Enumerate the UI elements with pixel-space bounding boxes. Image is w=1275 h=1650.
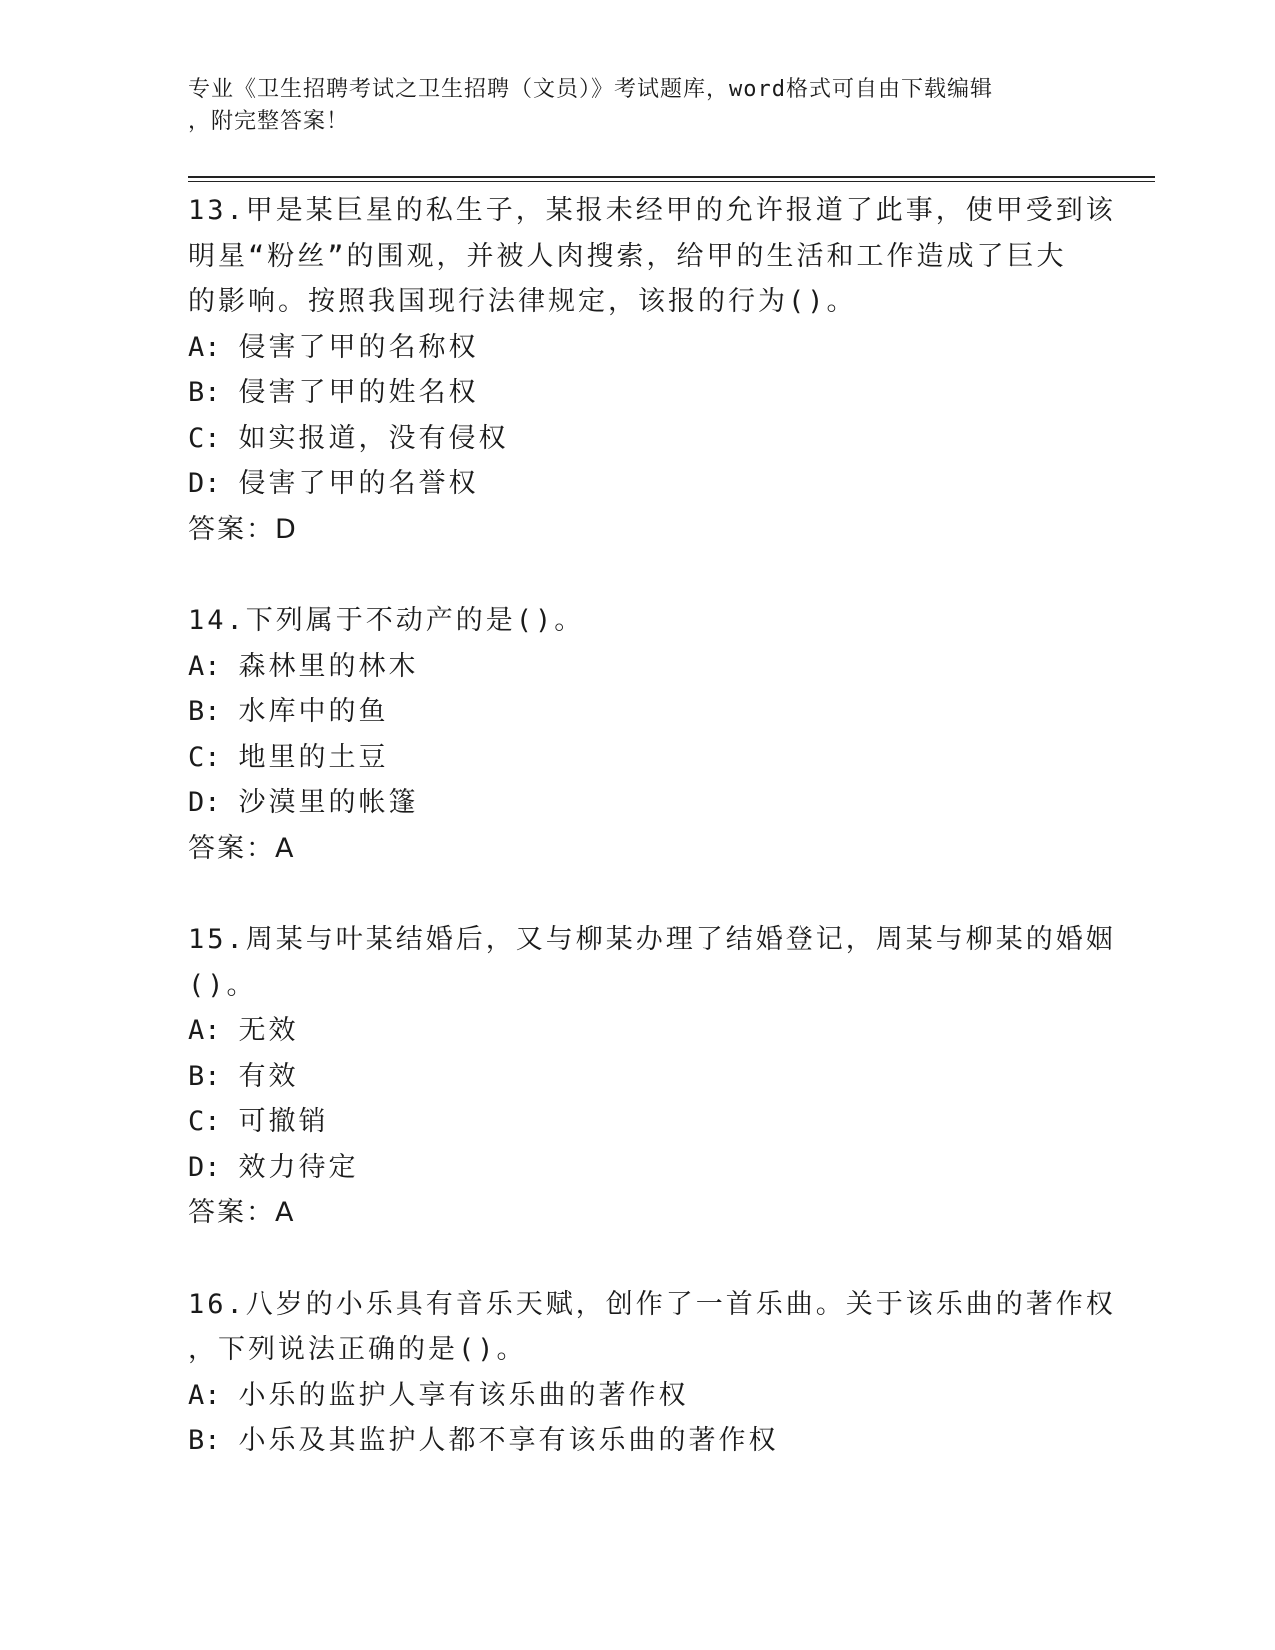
- question-text: 14.下列属于不动产的是()。: [188, 605, 585, 636]
- question-text: 13.甲是某巨星的私生子，某报未经甲的允许报道了此事，使甲受到该: [188, 195, 1116, 226]
- answer: 答案：D: [188, 513, 298, 545]
- question-13: [188, 188, 1116, 552]
- header-line-1: 专业《卫生招聘考试之卫生招聘（文员）》考试题库，word格式可自由下载编辑: [188, 77, 993, 102]
- option-c: C: 可撤销: [188, 1106, 329, 1137]
- option-a: A: 小乐的监护人享有该乐曲的著作权: [188, 1379, 689, 1411]
- option-b: B: 有效: [188, 1060, 299, 1092]
- question-text: 的影响。按照我国现行法律规定，该报的行为()。: [188, 286, 857, 317]
- option-d: D: 沙漠里的帐篷: [188, 787, 419, 818]
- option-a: A: 无效: [188, 1015, 299, 1046]
- option-c: C: 如实报道，没有侵权: [188, 422, 509, 454]
- option-b: B: 水库中的鱼: [188, 696, 389, 727]
- document-header: [188, 74, 1068, 138]
- option-b: B: 小乐及其监护人都不享有该乐曲的著作权: [188, 1425, 779, 1456]
- question-14: [188, 598, 1088, 871]
- question-text: ，下列说法正确的是()。: [188, 1334, 527, 1365]
- question-text: 15.周某与叶某结婚后，又与柳某办理了结婚登记，周某与柳某的婚姻: [188, 924, 1116, 955]
- option-a: A: 侵害了甲的名称权: [188, 331, 479, 363]
- question-16: [188, 1282, 1116, 1464]
- question-text: 16.八岁的小乐具有音乐天赋，创作了一首乐曲。关于该乐曲的著作权: [188, 1288, 1116, 1320]
- option-c: C: 地里的土豆: [188, 741, 389, 773]
- option-d: D: 效力待定: [188, 1151, 359, 1183]
- header-line-2: ，附完整答案！: [188, 109, 350, 134]
- option-b: B: 侵害了甲的姓名权: [188, 377, 479, 408]
- header-divider-thin: [188, 181, 1155, 182]
- option-d: D: 侵害了甲的名誉权: [188, 468, 479, 499]
- question-list: [188, 188, 1116, 1510]
- question-15: [188, 917, 1116, 1236]
- question-text: 明星“粉丝”的围观，并被人肉搜索，给甲的生活和工作造成了巨大: [188, 240, 1067, 272]
- answer: 答案：A: [188, 832, 296, 864]
- answer: 答案：A: [188, 1197, 296, 1228]
- question-text: ()。: [188, 969, 257, 1001]
- header-divider-thick: [188, 176, 1155, 178]
- option-a: A: 森林里的林木: [188, 650, 419, 682]
